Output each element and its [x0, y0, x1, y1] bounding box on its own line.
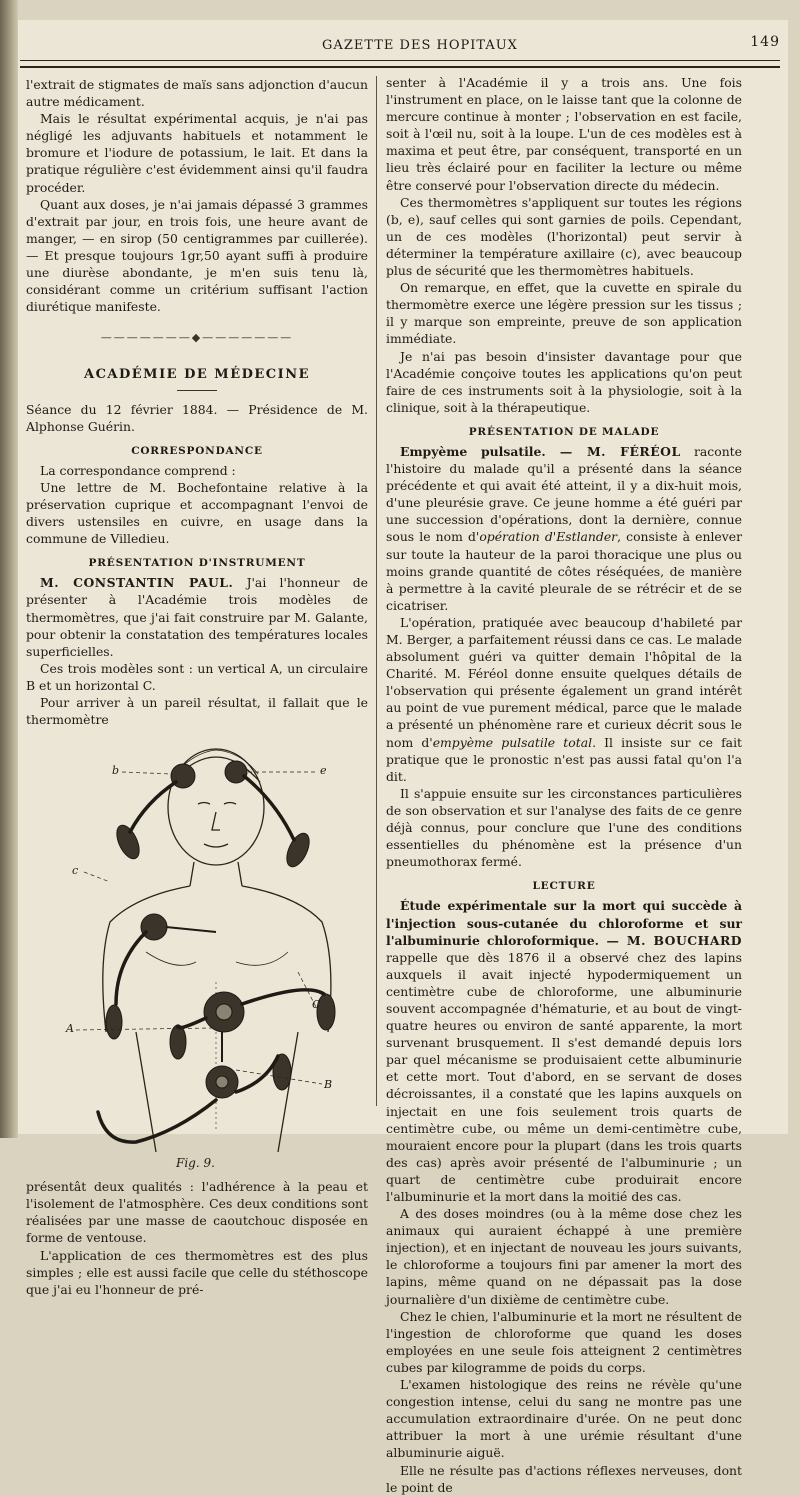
- paragraph-text: raconte l'histoire du malade qu'il a présenté dans la séance précédente et qui avait été atteint, il y a dix-huit mois, d'une pleurésie grave. Ce jeune homme a été guéri par une succession d'opérations, dont la dernière, connue sous le nom d': [386, 443, 742, 545]
- figure-label-b-upper: B: [324, 1078, 333, 1092]
- figure-label-e: e: [320, 764, 327, 778]
- title-rule: [177, 390, 217, 391]
- subsection-title: CORRESPONDANCE: [131, 444, 263, 457]
- paragraph-text: J'ai l'honneur de présenter à l'Académie trois modèles de thermomètres, que j'ai fait construire par M. Galante, pour obtenir la constatation des températures locales superficielles.: [26, 575, 368, 659]
- article-lead: Empyème pulsatile.: [400, 443, 546, 459]
- right-column: [386, 74, 742, 1496]
- paragraph: [386, 897, 742, 1205]
- subsection-title: PRÉSENTATION DE MALADE: [468, 425, 660, 438]
- figure-label-b: b: [112, 764, 120, 778]
- publication-title: GAZETTE DES HOPITAUX: [322, 38, 518, 53]
- figure-label-a: A: [66, 1022, 74, 1036]
- column-separator: [376, 76, 377, 1106]
- paragraph: Ces trois modèles sont : un vertical A, un circulaire B et un horizontal C.: [26, 660, 368, 693]
- paragraph: Quant aux doses, je n'ai jamais dépassé 3 grammes d'extrait par jour, en trois fois, une heure avant de manger, — en sirop (50 centigrammes par cuillerée). — Et presque toujours 1gr,50 ayant suffi à produire une diurèse abondante, je m'en suis tenu là, considérant comme un critérium suffisant l'action diurétique manifeste.: [26, 196, 368, 315]
- header-rule: [20, 60, 780, 61]
- subsection-title: LECTURE: [532, 880, 596, 893]
- author-name: — M. BOUCHARD: [599, 932, 743, 948]
- paragraph: [26, 574, 368, 659]
- paragraph: L'examen histologique des reins ne révèle qu'une congestion intense, celui du sang ne montre pas une accumulation extraordinaire d'urée. On ne peut donc attribuer la mort à une urémie résultant d'une albuminurie aiguë.: [386, 1377, 742, 1461]
- page-header: [60, 34, 780, 60]
- paragraph: Je n'ai pas besoin d'insister davantage pour que l'Académie conçoive toutes les applications qu'on peut faire de ces instruments soit à la physiologie, soit à la clinique, soit à la thérapeutique.: [386, 348, 742, 415]
- figure-label-c: c: [72, 864, 79, 878]
- pectorals: [146, 952, 288, 965]
- paragraph: L'application de ces thermomètres est des plus simples ; elle est aussi facile que celle du stéthoscope que j'ai eu l'honneur de pré-: [26, 1247, 368, 1297]
- paragraph: [386, 614, 742, 785]
- paragraph: Elle ne résulte pas d'actions réflexes nerveuses, dont le point de: [386, 1462, 742, 1495]
- eyes: [198, 803, 236, 805]
- paragraph: La correspondance comprend :: [40, 462, 236, 478]
- paragraph-text: . Il insiste sur ce fait pratique que le pronostic n'est pas aussi fatal qu'on l'a dit.: [386, 734, 743, 784]
- author-name: M. CONSTANTIN PAUL.: [40, 575, 234, 591]
- figure-caption: Fig. 9.: [176, 1156, 215, 1171]
- article-lead: Étude expérimentale sur la mort qui succède à l'injection sous-cutanée du chloroforme et sur l'albuminurie chloroformique.: [386, 898, 742, 948]
- figure-label-c-upper: C: [312, 998, 321, 1012]
- paragraph: Pour arriver à un pareil résultat, il fallait que le thermomètre: [26, 695, 368, 728]
- paragraph: [386, 443, 742, 614]
- paragraph-text: , consiste à enlever sur toute la hauteur de la paroi thoracique une plus ou moins grande quantité de côtes réséquées, de manière à permettre à la cavité pleurale de se rétrécir et de se cicatriser.: [386, 529, 743, 613]
- paragraph: Ces thermomètres s'appliquent sur toutes les régions (b, e), sauf celles qui sont garnies de poils. Cependant, un de ces modèles (l'horizontal) peut servir à déterminer la température axillaire (c), avec beaucoup plus de sécurité que les thermomètres habituels.: [386, 194, 742, 279]
- seance-line: Séance du 12 février 1884. — Présidence de M. Alphonse Guérin.: [26, 401, 368, 434]
- left-column: [26, 76, 368, 1298]
- paragraph: Mais le résultat expérimental acquis, je n'ai pas négligé les adjuvants habituels et notamment le bromure et l'iodure de potassium, le lait. Et dans la pratique régulière c'est évidemment ainsi qu'il faudra procéder.: [26, 111, 368, 195]
- subsection-title: PRÉSENTATION D'INSTRUMENT: [88, 557, 306, 570]
- paragraph: Il s'appuie ensuite sur les circonstances particulières de son observation et sur l'analyse des faits de ce genre déjà connus, pour conclure que l'une des conditions essentielles du phénomène est la présence d'un pneumothorax fermé.: [386, 785, 742, 870]
- paragraph-text: L'opération, pratiquée avec beaucoup d'habileté par M. Berger, a parfaitement réussi dans ce cas. Le malade absolument guéri va quitter demain l'hôpital de la Charité. M. Féréol donne ensuite quelques détails de l'observation qui présente également un grand intérêt au point de vue purement médical, parce que le malade a présenté un phénomène rare et curieux décrit sous le nom d': [386, 614, 742, 750]
- section-title: ACADÉMIE DE MÉDECINE: [83, 367, 310, 383]
- nose: [212, 812, 220, 830]
- paragraph: senter à l'Académie il y a trois ans. Une fois l'instrument en place, on le laisse tant que la colonne de mercure continue à monter ; l'observation en est facile, soit à l'œil nu, soit à la loupe. L'un de ces modèles est à maxima et peut être, par conséquent, transporté en un lieu très éclairé pour en faciliter la lecture ou même être conservé pour l'observation directe du médecin.: [386, 75, 742, 193]
- italic-term: empyème pulsatile total: [432, 734, 593, 750]
- paragraph: présentât deux qualités : l'adhérence à la peau et l'isolement de l'atmosphère. Ces deux conditions sont réalisées par une masse de caoutchouc disposée en forme de ventouse.: [26, 1179, 368, 1246]
- paragraph-text: rappelle que dès 1876 il a observé chez des lapins auxquels il avait injecté hypodermiquement un centimètre cube de chloroforme, une albuminurie souvent accompagnée d'hématurie, et au bout de vingt-quatre heures ou environ de santé apparente, la mort survenant brusquement. Il s'est demandé depuis lors par quel mécanisme se produisaient cette albuminurie et cette mort. Tout d'abord, en se servant de doses décroissantes, il a constaté que les lapins auxquels on injectait en une fois seulement trois quarts de centimètre cube, ou même un demi-centimètre cube, mouraient encore pour la plupart (dans les trois quarts des cas) après avoir présenté de l'albuminurie ; un quart de centimètre cube produirait encore l'albuminurie et la mort dans la moitié des cas.: [386, 949, 742, 1204]
- paragraph: Une lettre de M. Bochefontaine relative à la préservation cuprique et accompagnant l'envoi de divers ustensiles en cuivre, en usage dans la commune de Villedieu.: [26, 479, 368, 547]
- header-rule-thick: [20, 66, 780, 68]
- page-number: 149: [750, 34, 780, 50]
- italic-term: opération d'Estlander: [479, 529, 618, 545]
- rubber-tube: [130, 782, 176, 832]
- author-name: — M. FÉRÉOL: [545, 443, 681, 459]
- thermometer-figure: [26, 732, 368, 1178]
- paragraph: l'extrait de stigmates de maïs sans adjonction d'aucun autre médicament.: [26, 77, 368, 110]
- page-binding: [0, 0, 18, 1138]
- figure-illustration: [26, 732, 368, 1162]
- paragraph: On remarque, en effet, que la cuvette en spirale du thermomètre exerce une légère pression sur les tissus ; il y marque son empreinte, preuve de son application immédiate.: [386, 280, 742, 347]
- ornament-divider: ———————◆———————: [100, 331, 294, 345]
- horizontal-thermometer-c: [166, 927, 216, 932]
- paragraph: Chez le chien, l'albuminurie et la mort ne résultent de l'ingestion de chloroforme que quand les doses employées en une seule fois atteignent 2 centimètres cubes par kilogramme de poids du corps.: [386, 1308, 742, 1375]
- paragraph: A des doses moindres (ou à la même dose chez les animaux qui auraient échappé à une première injection), et en injectant de nouveau les jours suivants, le chloroforme a toujours fini par amener la mort des lapins, même quand on ne dépassait pas la dose journalière d'un dixième de centimètre cube.: [386, 1206, 742, 1307]
- mouth: [204, 844, 228, 847]
